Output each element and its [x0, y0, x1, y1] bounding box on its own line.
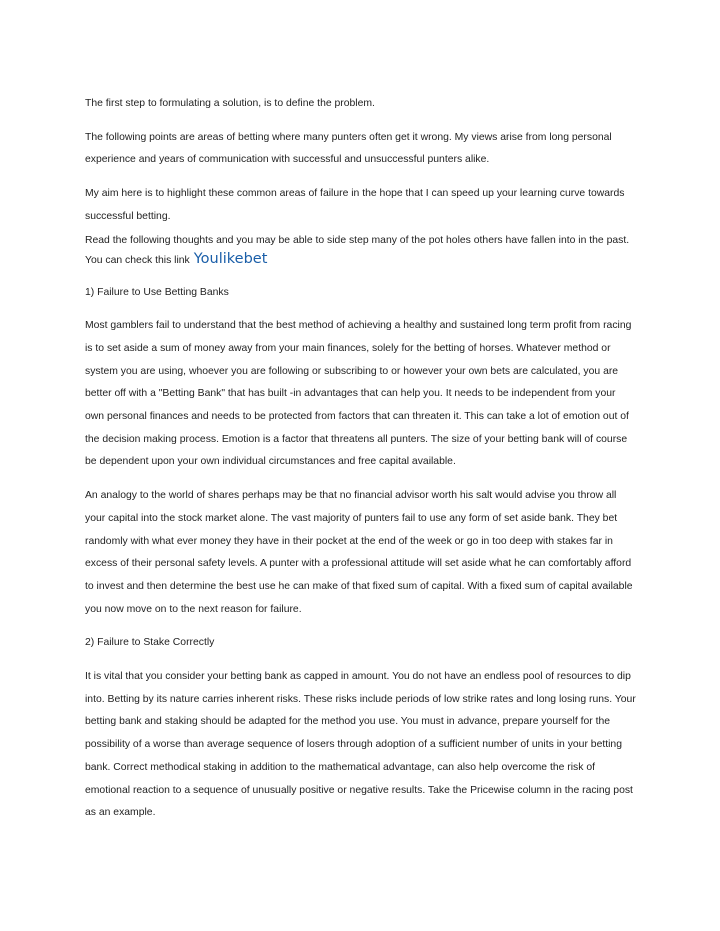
staking-paragraph: It is vital that you consider your betting bank as capped in amount. You do not have an endless pool of resources to dip into. Betting by its nature carries inherent risks. These risks include periods of low strike rates and long losing runs. Your betting bank and staking should be adapted for the method you use. You must in advance, prepare yourself for the possibility of a worse than average sequence of losers through adoption of a sufficient number of units in your betting bank. Correct methodical staking in addition to the mathematical advantage, can also help overcome the risk of emotional reaction to a sequence of unusually positive or negative results. Take the Pricewise column in the racing post as an example.	[85, 671, 636, 819]
link-paragraph-text: Read the following thoughts and you may be able to side step many of the pot holes others have fallen into in the past. You can check this link	[85, 234, 630, 266]
points-paragraph: The following points are areas of betting where many punters often get it wrong. My views arise from long personal experience and years of communication with successful and unsuccessful punters alike.	[85, 131, 612, 166]
section-heading-staking: 2) Failure to Stake Correctly	[85, 637, 215, 649]
youlikebet-link[interactable]: Youlikebet	[193, 250, 268, 267]
link-paragraph	[85, 231, 636, 270]
intro-paragraph: The first step to formulating a solution, is to define the problem.	[85, 98, 375, 109]
section-heading-betting-banks: 1) Failure to Use Betting Banks	[85, 286, 229, 298]
shares-analogy-paragraph: An analogy to the world of shares perhaps may be that no financial advisor worth his salt would advise you throw all your capital into the stock market alone. The vast majority of punters fail to use any form of set aside bank. They bet randomly with what ever money they have in their pocket at the end of the week or go in too deep with stakes far in excess of their personal safety levels. A punter with a professional attitude will set aside what he can comfortably afford to invest and then determine the best use he can make of that fixed sum of capital. With a fixed sum of capital available you now move on to the next reason for failure.	[85, 490, 633, 615]
aim-paragraph: My aim here is to highlight these common areas of failure in the hope that I can speed up your learning curve towards successful betting.	[85, 188, 625, 222]
betting-banks-paragraph: Most gamblers fail to understand that the best method of achieving a healthy and sustained long term profit from racing is to set aside a sum of money away from your main finances, solely for the betting of horses. Whatever method or system you are using, whoever you are following or subscribing to or however your own bets are calculated, you are better off with a "Betting Bank" that has built -in advantages that can help you. It needs to be independent from your own personal finances and needs to be protected from factors that can threaten it. This can take a lot of emotion out of the decision making process. Emotion is a factor that threatens all punters. The size of your betting bank will of course be dependent upon your own individual circumstances and free capital available.	[85, 320, 632, 468]
